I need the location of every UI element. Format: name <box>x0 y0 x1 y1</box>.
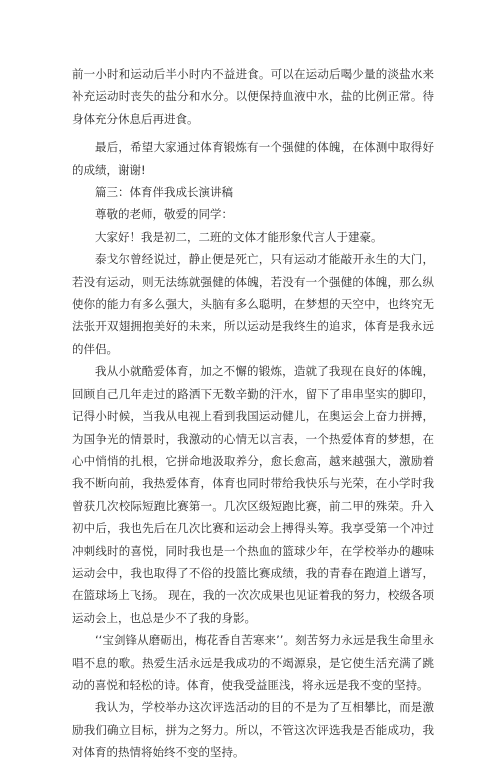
salutation: 尊敬的老师，敬爱的同学： <box>95 207 233 222</box>
paragraph-greeting: 大家好！我是初二，二班的文体才能形象代言人于建豪。 <box>95 229 383 244</box>
paragraph-conclusion: 我认为，学校举办这次评选活动的目的不是为了互相攀比，而是激励我们确立目标，拼为之努力。所以，不管这次评选我是否能成功，我对体育的热情将始终不变的坚持。 <box>72 700 434 760</box>
paragraph-closing: 最后，希望大家通过体育锻炼有一个强健的体魄，在体测中取得好的成绩，谢谢! <box>72 140 434 177</box>
paragraph-proverb: ‘‘宝剑锋从磨砺出，梅花香自苦寒来’’。刻苦努力永远是我生命里永唱不息的歌。热爱生活永远是我成功的不竭源泉，是它使生活充满了跳动的喜悦和轻松的诗。体育，使我受益匪浅，将永远是我不变的坚持。 <box>72 633 434 692</box>
document-body <box>72 63 434 764</box>
paragraph-childhood-sports: 我从小就酷爱体育，加之不懈的锻炼，造就了我现在良好的体魄，回顾自己几年走过的路洒下无数辛勤的汗水，留下了串串坚实的脚印，记得小时候，当我从电视上看到我国运动健儿，在奥运会上奋力拼搏，为国争光的情景时，我激动的心情无以言表，一个热爱体育的梦想，在心中悄悄的扎根，它拼命地汲取养分，愈长愈高，越来越强大，激励着我不断向前，我热爱体育，体育也同时带给我快乐与光荣，在小学时我曾获几次校际短跑比赛第一。几次区级短跑比赛，前二甲的殊荣。升入初中后，我也先后在几次比赛和运动会上搏得头筹。我享受第一个冲过冲刺线时的喜悦，同时我也是一个热血的篮球少年，在学校举办的趣味运动会中，我也取得了不俗的投篮比赛成绩，我的青春在跑道上谱写，在篮球场上飞扬。 现在，我的一次次成果也见证着我的努力，校级各项运动会上，也总是少不了我的身影。 <box>72 364 434 625</box>
paragraph-diet-advice: 前一小时和运动后半小时内不益进食。可以在运动后喝少量的淡盐水来补充运动时丧失的盐分和水分。以便保持血液中水，盐的比例正常。待身体充分休息后再进食。 <box>72 67 434 126</box>
paragraph-tagore-quote: 泰戈尔曾经说过，静止便是死亡，只有运动才能敲开永生的大门，若没有运动，则无法练就强健的体魄，若没有一个强健的体魄，那么纵使你的能力有多么强大，头脑有多么聪明，在梦想的天空中，也终究无法张开双翅拥抱美好的未来，所以运动是我终生的追求，体育是我永远的伴侣。 <box>72 252 434 356</box>
section-heading: 篇三：体育伴我成长演讲稿 <box>95 185 233 200</box>
